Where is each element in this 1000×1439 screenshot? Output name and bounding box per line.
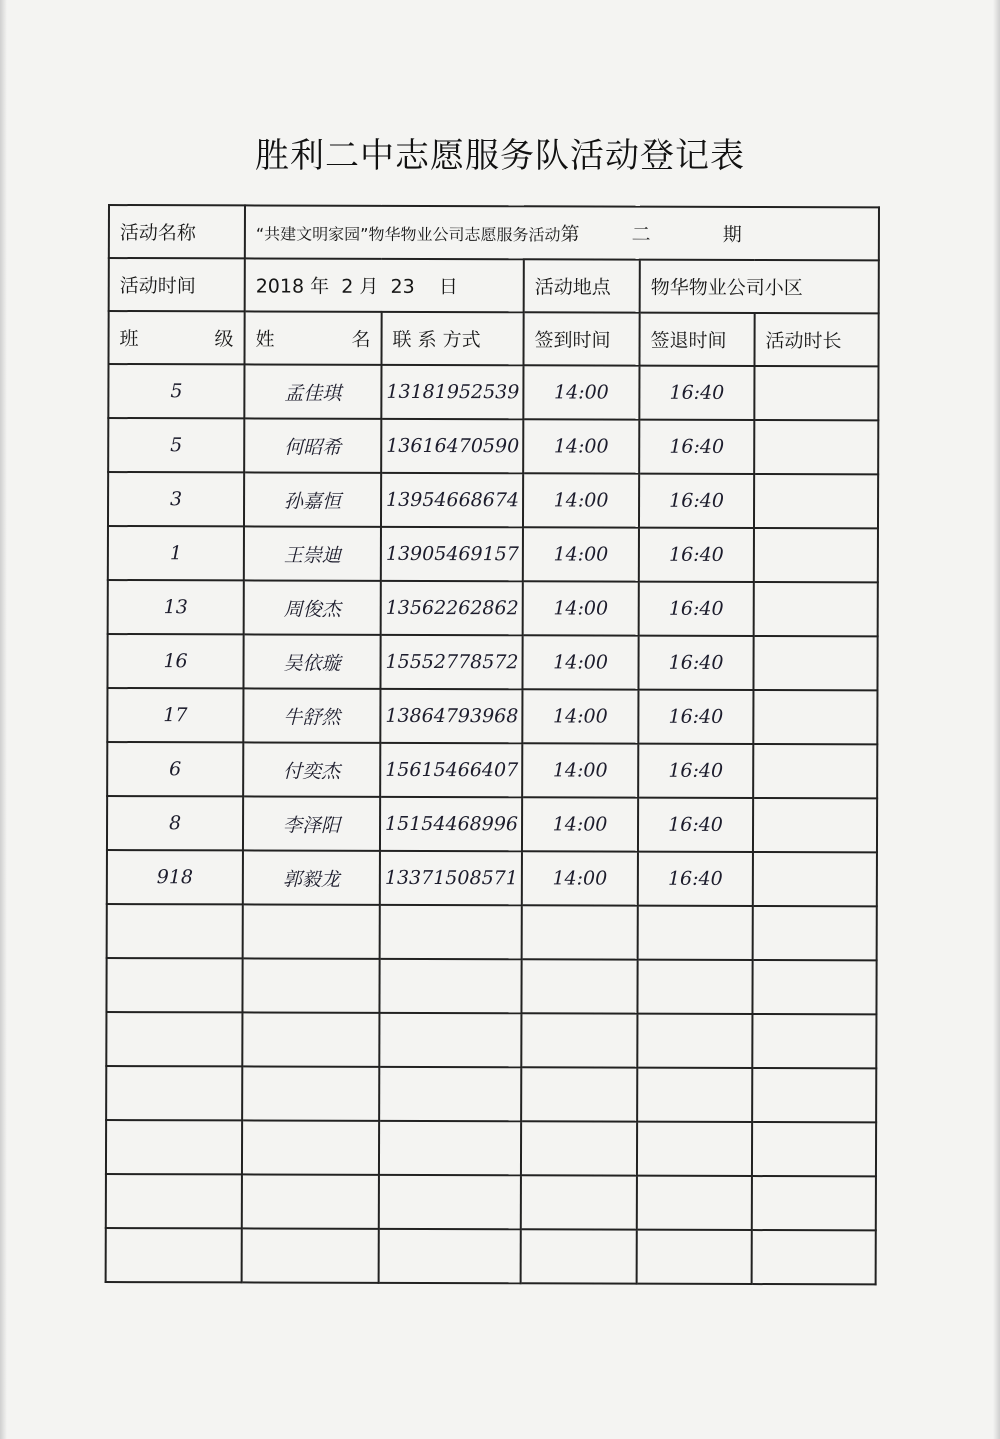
cell-duration [754,420,878,474]
cell-phone: 15552778572 [380,635,522,689]
empty-cell [242,1066,379,1120]
cell-checkout: 16:40 [638,798,753,852]
page-edge-left [0,0,7,1439]
cell-name: 吴依璇 [243,634,380,688]
empty-cell [243,904,380,958]
empty-cell [521,1067,637,1121]
table-row [108,472,878,528]
empty-row [106,1174,876,1230]
cell-class: 6 [107,742,243,796]
cell-checkout: 16:40 [638,744,753,798]
cell-phone: 13562262862 [381,581,523,635]
cell-class: 8 [107,796,243,850]
cell-duration [754,474,878,528]
empty-cell [106,1012,242,1066]
empty-cell [521,1013,637,1067]
page-edge-right [993,0,1000,1439]
column-header-row [108,311,878,366]
empty-cell [521,1229,637,1283]
cell-checkin: 14:00 [522,635,638,689]
empty-cell [106,1228,242,1282]
table-row [108,526,878,582]
empty-cell [753,906,877,960]
name-header-char-1: 姓 [255,328,275,351]
name-header-char-2: 名 [351,328,371,351]
column-header-contact: 联 系 方式 [381,312,523,365]
empty-cell [637,1014,752,1068]
cell-checkin: 14:00 [523,419,639,473]
column-header-class [108,311,244,364]
empty-row [106,1012,876,1068]
cell-checkout: 16:40 [638,690,753,744]
cell-checkin: 14:00 [523,527,639,581]
empty-cell [638,906,753,960]
cell-class: 5 [108,418,244,472]
issue-suffix: 期 [722,223,742,246]
cell-duration [754,582,878,636]
empty-cell [637,1068,752,1122]
empty-cell [106,1174,242,1228]
empty-cell [379,1121,521,1175]
cell-duration [753,636,877,690]
cell-class: 17 [107,688,243,742]
cell-checkout: 16:40 [639,420,754,474]
cell-duration [753,798,877,852]
cell-name: 王崇迪 [244,526,381,580]
empty-cell [752,1176,876,1230]
activity-location-value: 物华物业公司小区 [640,260,879,314]
cell-class: 13 [108,580,244,634]
empty-cell [379,959,521,1013]
activity-name-row [109,205,879,260]
activity-time-label: 活动时间 [109,258,245,311]
activity-time-row [109,258,879,313]
empty-cell [752,1122,876,1176]
empty-cell [379,1229,521,1283]
cell-duration [754,366,878,420]
activity-location-label: 活动地点 [524,259,640,312]
activity-date-value [245,258,524,312]
cell-name: 何昭希 [244,418,381,472]
cell-checkin: 14:00 [522,689,638,743]
empty-cell [242,1228,379,1282]
cell-duration [753,744,877,798]
cell-class: 3 [108,472,244,526]
cell-name: 李泽阳 [243,796,380,850]
table-row [107,796,877,852]
empty-cell [752,1068,876,1122]
empty-row [106,1120,876,1176]
registration-table [105,204,880,1285]
cell-phone: 13181952539 [381,365,523,419]
cell-checkin: 14:00 [523,581,639,635]
cell-phone: 13616470590 [381,419,523,473]
empty-cell [379,1067,521,1121]
table-row [108,418,878,474]
date-month: 2 [341,275,354,298]
empty-cell [637,1122,752,1176]
date-year-unit: 年 [310,275,330,298]
date-year: 2018 [255,275,305,298]
empty-cell [107,904,243,958]
cell-name: 周俊杰 [244,580,381,634]
cell-phone: 13905469157 [381,527,523,581]
empty-cell [521,1121,637,1175]
cell-checkout: 16:40 [639,474,754,528]
cell-name: 郭毅龙 [243,850,380,904]
empty-cell [637,1176,752,1230]
empty-cell [521,959,637,1013]
cell-checkout: 16:40 [638,636,753,690]
issue-number: 二 [631,223,651,246]
empty-cell [752,1230,876,1284]
date-day-unit: 日 [438,276,458,299]
empty-row [106,958,876,1014]
activity-name-label: 活动名称 [109,205,245,258]
empty-cell [242,1174,379,1228]
activity-name-value [245,205,879,260]
cell-phone: 15615466407 [380,743,522,797]
empty-cell [242,1120,379,1174]
empty-cell [637,960,752,1014]
cell-name: 孟佳琪 [244,364,381,418]
class-header-char-2: 级 [214,328,234,351]
column-header-duration: 活动时长 [754,313,878,366]
empty-cell [380,905,522,959]
empty-cell [752,1014,876,1068]
page-title: 胜利二中志愿服务队活动登记表 [255,136,745,176]
cell-name: 付奕杰 [243,742,380,796]
table-row [107,688,877,744]
cell-class: 918 [107,850,243,904]
cell-checkout: 16:40 [638,852,753,906]
table-row [108,580,878,636]
cell-checkout: 16:40 [639,582,754,636]
empty-cell [242,1012,379,1066]
table-row [108,364,878,420]
cell-duration [754,528,878,582]
table-row [107,850,877,906]
cell-checkout: 16:40 [639,528,754,582]
cell-checkin: 14:00 [522,797,638,851]
activity-name-text: “共建文明家园”物华物业公司志愿服务活动 [255,224,561,245]
empty-cell [106,1120,242,1174]
empty-cell [242,958,379,1012]
cell-class: 5 [108,364,244,418]
column-header-checkin: 签到时间 [523,312,639,365]
empty-row [106,1066,876,1122]
cell-checkin: 14:00 [523,473,639,527]
empty-row [106,1228,876,1284]
cell-phone: 15154468996 [380,797,522,851]
column-header-name [244,311,381,364]
cell-duration [753,852,877,906]
cell-phone: 13954668674 [381,473,523,527]
cell-name: 孙嘉恒 [244,472,381,526]
date-month-unit: 月 [359,275,379,298]
empty-cell [379,1013,521,1067]
cell-checkout: 16:40 [639,366,754,420]
column-header-checkout: 签退时间 [639,313,754,366]
empty-cell [521,1175,637,1229]
table-row [107,634,877,690]
empty-cell [106,1066,242,1120]
cell-phone: 13864793968 [380,689,522,743]
class-header-char-1: 班 [119,328,139,351]
empty-cell [379,1175,521,1229]
cell-checkin: 14:00 [522,743,638,797]
date-day: 23 [390,275,415,298]
issue-prefix: 第 [560,223,580,246]
cell-name: 牛舒然 [243,688,380,742]
cell-class: 16 [107,634,243,688]
empty-cell [637,1230,752,1284]
empty-cell [106,958,242,1012]
cell-duration [753,690,877,744]
cell-phone: 13371508571 [380,851,522,905]
table-row [107,742,877,798]
cell-checkin: 14:00 [522,851,638,905]
empty-cell [752,960,876,1014]
empty-row [107,904,877,960]
cell-class: 1 [108,526,244,580]
cell-checkin: 14:00 [523,365,639,419]
empty-cell [522,905,638,959]
